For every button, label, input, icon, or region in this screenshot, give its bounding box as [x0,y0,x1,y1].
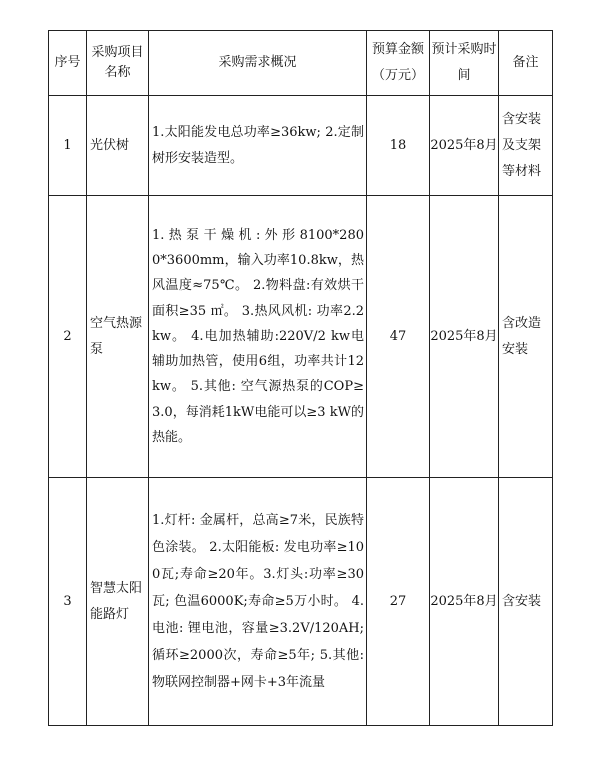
procurement-table [48,30,553,726]
table-row [49,96,553,196]
table-row [49,196,553,478]
row-seq: 3 [49,478,87,726]
row-time: 2025年8月 [430,478,499,726]
row-note: 含安装 [499,478,553,726]
header-note: 备注 [499,31,553,96]
header-time: 预计采购时间 [430,31,499,96]
row-budget: 27 [367,478,430,726]
table-row [49,478,553,726]
header-budget: 预算金额（万元） [367,31,430,96]
row-time: 2025年8月 [430,196,499,478]
row-time: 2025年8月 [430,96,499,196]
row-requirement: 1.太阳能发电总功率≥36kw; 2.定制树形安装造型。 [149,96,367,196]
row-seq: 2 [49,196,87,478]
header-requirement: 采购需求概况 [149,31,367,96]
row-note: 含安装及支架等材料 [499,96,553,196]
row-requirement: 1. 热 泵 干 燥 机 : 外 形 8100*2800*3600mm，输入功率10.8kw，热风温度≈75℃。 2.物料盘:有效烘干面积≥35 ㎡。 3.热风风机: 功率2.2kw。 4.电加热辅助:220V/2 kw电辅助加热管，使用6组，功率共计12 kw。 5.其他: 空气源热泵的COP≥3.0，每消耗1kW电能可以≥3 kW的热能。 [149,196,367,478]
row-budget: 47 [367,196,430,478]
row-note: 含改造安装 [499,196,553,478]
row-seq: 1 [49,96,87,196]
row-budget: 18 [367,96,430,196]
row-item-name: 智慧太阳能路灯 [87,478,149,726]
row-item-name: 空气热源泵 [87,196,149,478]
header-item-name: 采购项目名称 [87,31,149,96]
header-seq: 序号 [49,31,87,96]
row-requirement: 1.灯杆: 金属杆，总高≥7米，民族特色涂装。 2.太阳能板: 发电功率≥100瓦;寿命≥20年。3.灯头:功率≥30瓦; 色温6000K;寿命≥5万小时。 4.电池: 锂电池，容量≥3.2V/120AH; 循环≥2000次，寿命≥5年; 5.其他: 物联网控制器+网卡+3年流量 [149,478,367,726]
header-row [49,31,553,96]
row-item-name: 光伏树 [87,96,149,196]
